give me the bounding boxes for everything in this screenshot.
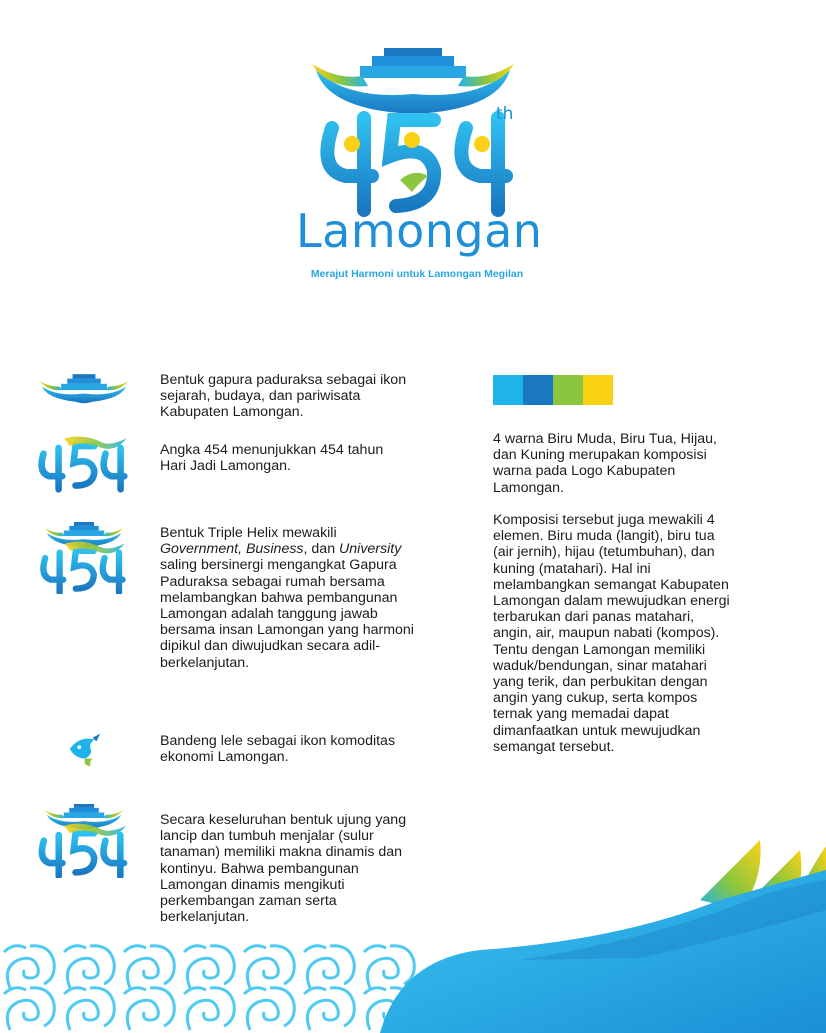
bandeng-fish-icon bbox=[66, 728, 104, 770]
item-triple-helix-text: Bentuk Triple Helix mewakili Government, Business, dan University saling bersinergi mengangkat Gapura Paduraksa sebagai rumah bersama melambangkan bahwa pembangunan Lamongan adalah tanggung jawab bersama insan Lamongan yang harmoni dipikul dan diwujudkan secara adil-berkelanjutan. bbox=[160, 525, 414, 671]
element-description: Komposisi tersebut juga mewakili 4 elemen. Biru muda (langit), biru tua (air jernih), hijau (tetumbuhan), dan kuning (matahari). Hal ini melambangkan semangat Kabupaten Lamongan dalam mewujudkan energi terbarukan dari panas matahari, angin, air, maupun nabati (kompos). Tentu dengan Lamongan memiliki waduk/bendungan, sinar matahari yang terik, dan perbukitan dengan angin yang cukup, serta kompos ternak yang memadai dapat dimanfaatkan untuk mewujudkan semangat tersebut. bbox=[493, 512, 730, 755]
logo-gapura-icon bbox=[312, 48, 514, 114]
brand-name: Lamongan bbox=[296, 204, 543, 258]
swatch-light-blue bbox=[493, 375, 523, 405]
anniversary-suffix: th bbox=[496, 104, 514, 124]
triple-helix-icon bbox=[36, 540, 130, 594]
item-fish-text: Bandeng lele sebagai ikon komoditas ekonomi Lamongan. bbox=[160, 733, 396, 766]
tagline: Merajut Harmoni untuk Lamongan Megilan bbox=[310, 268, 524, 280]
item-full-logo-text: Secara keseluruhan bentuk ujung yang lancip dan tumbuh menjalar (sulur tanaman) memiliki makna dinamis dan kontinyu. Bahwa pembangunan Lamongan dinamis mengikuti perkembangan zaman serta berkelanjutan. bbox=[160, 812, 407, 926]
color-description: 4 warna Biru Muda, Biru Tua, Hijau, dan Kuning merupakan komposisi warna pada Logo Kabupaten Lamongan. bbox=[493, 431, 717, 496]
swatch-dark-blue bbox=[523, 375, 553, 405]
wave-decoration bbox=[0, 840, 826, 1033]
item-gapura-text: Bentuk gapura paduraksa sebagai ikon sejarah, budaya, dan pariwisata Kabupaten Lamongan. bbox=[160, 372, 407, 421]
swatch-yellow bbox=[583, 375, 613, 405]
ornament-pattern bbox=[4, 946, 414, 1030]
gapura-icon bbox=[40, 374, 128, 406]
swatch-green bbox=[553, 375, 583, 405]
number-454-icon bbox=[36, 432, 130, 494]
logo-number-icon bbox=[327, 118, 506, 210]
item-number-text: Angka 454 menunjukkan 454 tahun Hari Jadi Lamongan. bbox=[160, 442, 384, 475]
